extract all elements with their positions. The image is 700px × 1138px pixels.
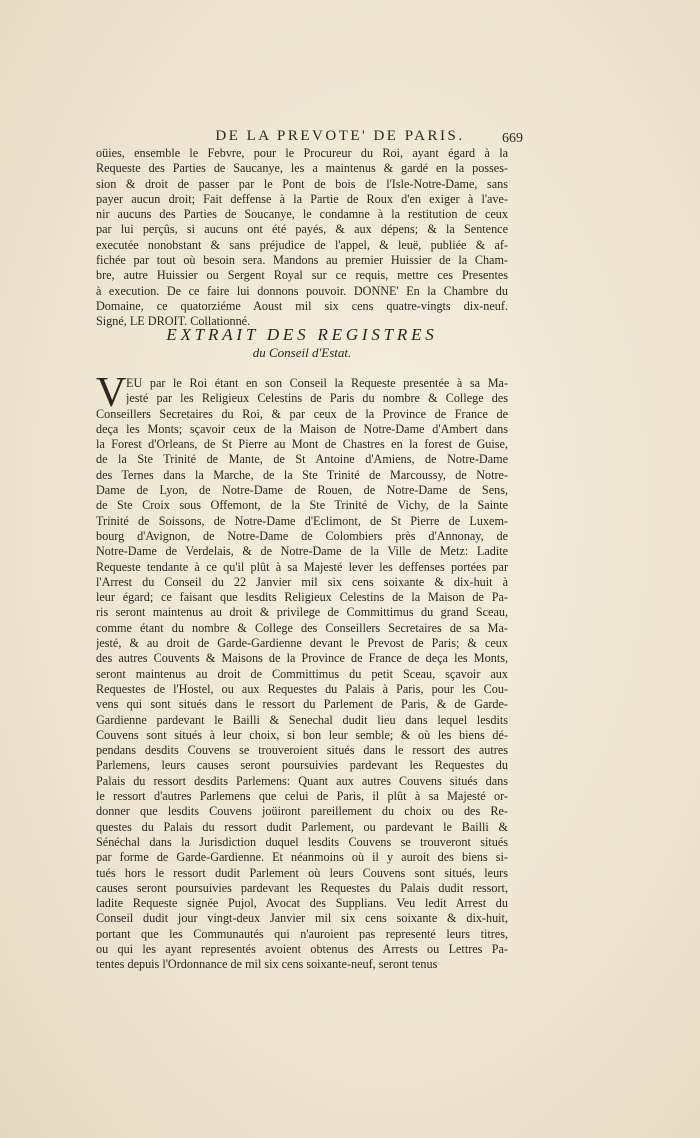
text-line: ladite Requeste signée Pujol, Avocat des Supplians. Veu ledit Arrest du — [96, 896, 508, 911]
text-line: Conseil dudit jour vingt-deux Janvier mil six cens soixante & dix-huit, — [96, 911, 508, 926]
text-line: fichée par tout où besoin sera. Mandons au premier Huissier de la Cham- — [96, 253, 508, 268]
text-line: donner que lesdits Couvens joüiront pareillement du choix ou des Re- — [96, 804, 508, 819]
text-line: oüies, ensemble le Febvre, pour le Procureur du Roi, ayant égard à la — [96, 146, 508, 160]
text-line: Signé, LE DROIT. Collationné. — [96, 314, 251, 329]
text-line: seront maintenus au droit de Committimus du petit Sceau, sçavoir aux — [96, 666, 508, 681]
text-line: ris seront maintenus au droit & privilege de Committimus du grand Sceau, — [96, 605, 508, 620]
text-line: causes seront poursuivies pardevant les Requestes du Palais dudit ressort, — [96, 880, 508, 895]
text-line: Notre-Dame de Verdelais, & de Notre-Dame de la Ville de Metz: Ladite — [96, 544, 508, 559]
text-line: par forme de Garde-Gardienne. Et néanmoins où il y auroit des biens si- — [96, 850, 508, 865]
text-line: par lui perçûs, si aucuns ont été payés, & aux dépens; & la Sentence — [96, 222, 508, 237]
text-line: pendans desdits Couvens se trouveroient situés dans le ressort des autres — [96, 743, 508, 758]
running-title: DE LA PREVOTE' DE PARIS. — [215, 128, 465, 144]
text-line: des Ternes dans la Marche, de la Ste Trinité de Marcoussy, de Notre- — [96, 467, 508, 482]
text-line: jesté, & au droit de Garde-Gardienne devant le Prevost de Paris; & ceux — [96, 636, 508, 651]
text-line: de la Ste Trinité de Mante, de St Antoine d'Amiens, de Notre-Dame — [96, 452, 508, 467]
text-line: nir aucuns des Parties de Soucanye, le condamne à la restitution de ceux — [96, 207, 508, 222]
text-line: la Forest d'Orleans, de St Pierre au Mont de Chastres en la forest de Guise, — [96, 437, 508, 452]
text-line: executée nonobstant & sans préjudice de l'appel, & leuë, publiée & af- — [96, 237, 508, 252]
section-title: EXTRAIT DES REGISTRES — [166, 325, 438, 344]
text-line: tentes depuis l'Ordonnance de mil six cens soixante-neuf, seront tenus — [96, 957, 438, 972]
text-line: Palais du ressort desdits Parlemens: Quant aux autres Couvens situés dans — [96, 773, 508, 788]
text-line: Gardienne pardevant le Bailli & Senechal dudit lieu dans lequel lesdits — [96, 712, 508, 727]
text-line: Dame de Lyon, de Notre-Dame de Rouen, de Notre-Dame de Sens, — [96, 483, 508, 498]
text-line: bre, autre Huissier ou Sergent Royal sur ce requis, mettre ces Presentes — [96, 268, 508, 283]
text-line: Couvens sont situés à leur choix, si bon leur semble; & où les biens dé- — [96, 727, 508, 742]
text-line: Requeste des Parties de Saucanye, les a maintenus & gardé en la posses- — [96, 161, 508, 176]
text-line: portant que les Communautés qui n'auroient pas representé leurs titres, — [96, 926, 508, 941]
drop-capital: V — [96, 370, 127, 416]
text-line: tués hors le ressort dudit Parlement où leurs Couvens sont situés, leurs — [96, 865, 508, 880]
text-line: Conseillers Secretaires du Roi, & par ceux de la Province de France de — [96, 406, 508, 421]
text-line: Parlemens, leurs causes seront poursuivies pardevant les Requestes du — [96, 758, 508, 773]
text-line: jesté par les Religieux Celestins de Paris du nombre & College des — [126, 391, 508, 406]
text-line: bourg d'Avignon, de Notre-Dame de Colombiers près d'Annonay, de — [96, 528, 508, 543]
text-line: questes du Palais du ressort dudit Parlement, ou pardevant le Bailli & — [96, 819, 508, 834]
text-line: l'Arrest du Conseil du 22 Janvier mil six cens soixante & dix-huit à — [96, 574, 508, 589]
page-number: 669 — [502, 131, 523, 146]
text-line: des autres Couvents & Maisons de la Province de France de deça les Monts, — [96, 651, 508, 666]
text-line: vens qui sont situés dans le ressort du Parlement de Paris, & de Garde- — [96, 697, 508, 712]
text-line: ou qui les ayant representés avoient obtenus des Arrests ou Lettres Pa- — [96, 941, 508, 956]
text-line: EU par le Roi étant en son Conseil la Requeste presentée à sa Ma- — [126, 376, 508, 390]
text-block-top — [96, 146, 508, 330]
text-line: leur égard; ce faisant que lesdits Religieux Celestins de la Maison de Pa- — [96, 590, 508, 605]
text-line: le ressort d'autres Parlemens que celui de Paris, il plût à sa Majesté or- — [96, 789, 508, 804]
section-subtitle: du Conseil d'Estat. — [252, 345, 352, 360]
text-line: payer aucun droit; Fait deffense à la Partie de Roux d'en exiger à l'ave- — [96, 191, 508, 206]
text-line: Trinité de Soissons, de Notre-Dame d'Eclimont, de St Pierre de Luxem- — [96, 513, 508, 528]
text-line: à execution. De ce faire lui donnons pouvoir. DONNE' En la Chambre du — [96, 283, 508, 298]
text-line: Domaine, ce quatorziéme Aoust mil six cens quatre-vingts dix-neuf. — [96, 298, 508, 313]
text-line: deça les Monts; sçavoir ceux de la Maison de Notre-Dame d'Ambert dans — [96, 421, 508, 436]
text-line: Requestes de l'Hostel, ou aux Requestes du Palais à Paris, pour les Cou- — [96, 681, 508, 696]
text-line: comme étant du nombre & College des Conseillers Secretaires de sa Ma- — [96, 620, 508, 635]
text-block-main — [96, 370, 508, 973]
text-line: de Ste Croix sous Offemont, de la Ste Trinité de Vichy, de la Sainte — [96, 498, 508, 513]
text-line: Sénéchal dans la Jurisdiction duquel lesdits Couvens se trouveront situés — [96, 834, 508, 849]
text-line: Requeste tendante à ce qu'il plût à sa Majesté lever les deffenses portées par — [96, 559, 508, 574]
text-line: sion & droit de passer par le Pont de bois de l'Isle-Notre-Dame, sans — [96, 176, 508, 191]
